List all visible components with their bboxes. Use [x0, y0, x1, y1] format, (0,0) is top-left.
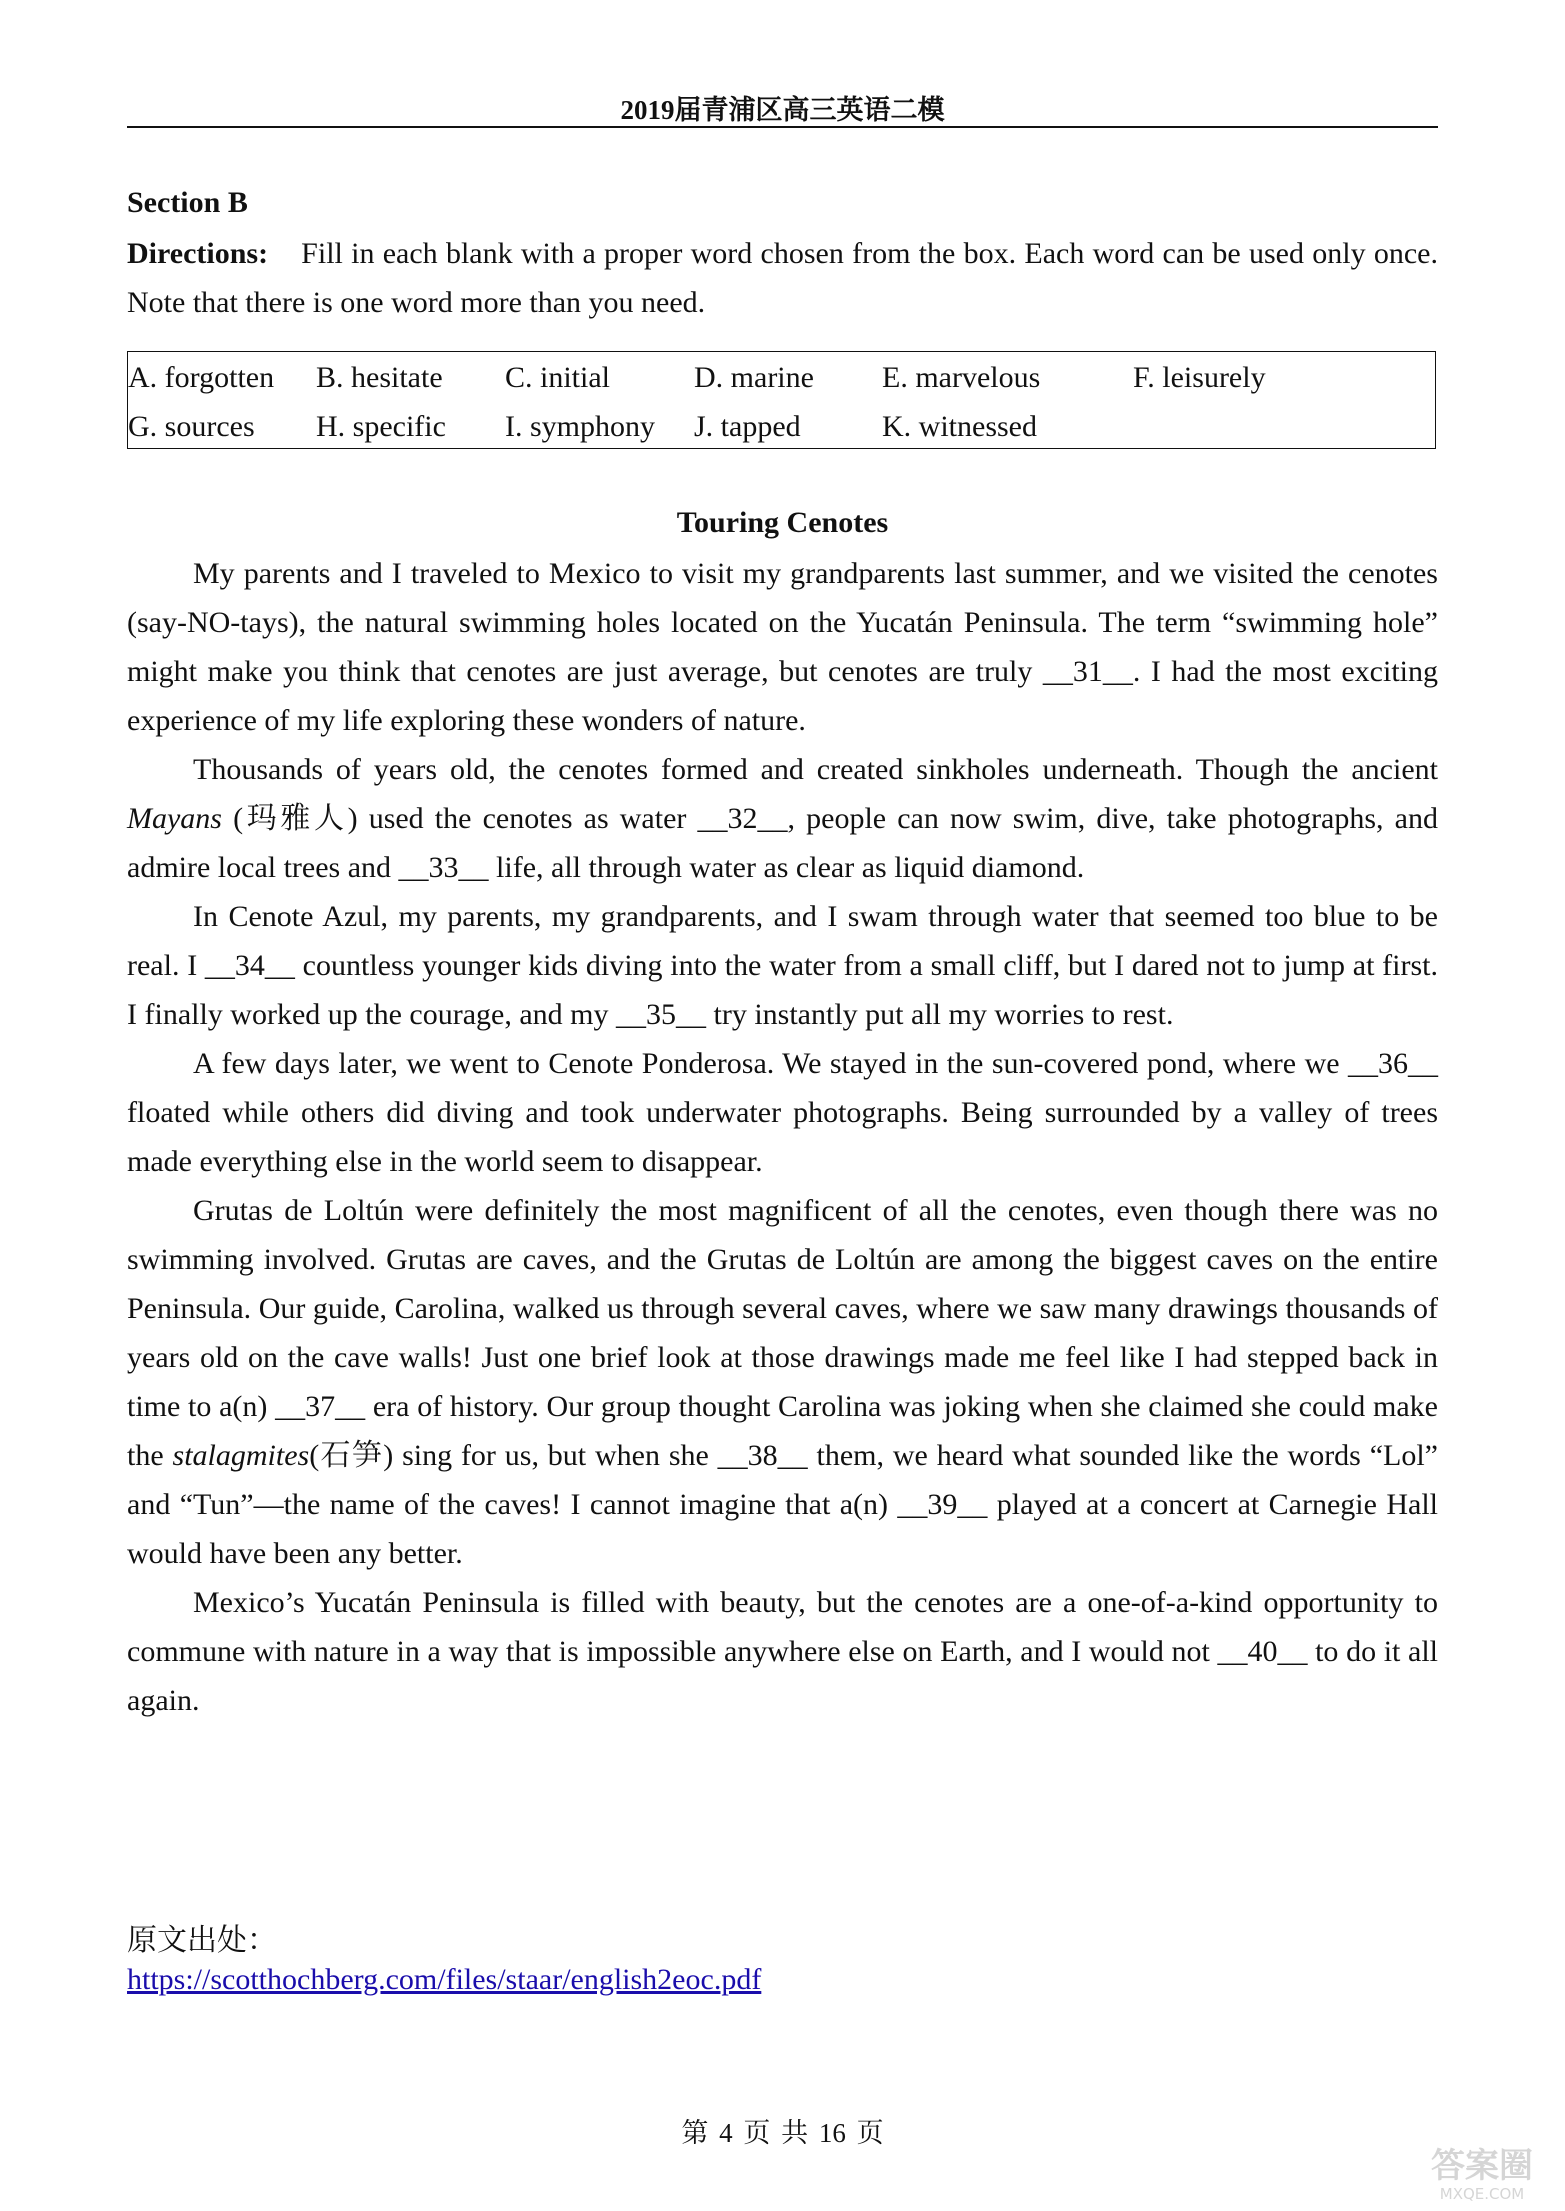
paragraph-text: (石笋) sing for us, but when she __38__ them, we heard what sounded like the words “Lol” and “Tun”—the name of the caves! I cannot imagine that a(n) __39__ played at a concert at Carnegie Hall would have been any better.: [127, 1439, 1438, 1570]
directions-label: Directions:: [127, 237, 269, 270]
word-option: D. marine: [694, 361, 814, 394]
watermark-subtext: MXQE.COM: [1439, 2185, 1525, 2203]
article-paragraph: [127, 1186, 1438, 1578]
word-option: A. forgotten: [128, 361, 275, 394]
watermark-icon: [1407, 2139, 1557, 2205]
section-title: Section B: [127, 186, 248, 219]
word-option: J. tapped: [694, 410, 801, 443]
word-option: F. leisurely: [1133, 361, 1266, 394]
article-paragraph: In Cenote Azul, my parents, my grandparents, and I swam through water that seemed too blue to be real. I __34__ countless younger kids diving into the water from a small cliff, but I dared not to jump at first. I finally worked up the courage, and my __35__ try instantly put all my worries to rest.: [127, 900, 1438, 1031]
article-paragraph: Mexico’s Yucatán Peninsula is filled with beauty, but the cenotes are a one-of-a-kind opportunity to commune with nature in a way that is impossible anywhere else on Earth, and I would not __40__ to do it all again.: [127, 1586, 1438, 1717]
italic-term: Mayans: [127, 802, 222, 835]
header-divider: [127, 126, 1438, 128]
word-option: E. marvelous: [882, 361, 1041, 394]
article-paragraph: [127, 745, 1438, 892]
source-link[interactable]: https://scotthochberg.com/files/staar/english2eoc.pdf: [127, 1963, 762, 1996]
watermark-logo: [1407, 2139, 1557, 2205]
italic-term: stalagmites: [172, 1439, 310, 1472]
watermark-text: 答案圈: [1431, 2146, 1533, 2186]
word-option: H. specific: [316, 410, 446, 443]
directions: [127, 229, 1438, 327]
directions-text: Fill in each blank with a proper word chosen from the box. Each word can be used only once. Note that there is one word more than you need.: [127, 237, 1438, 319]
word-option: I. symphony: [505, 410, 655, 443]
word-option: B. hesitate: [316, 361, 443, 394]
paragraph-text: (玛雅人) used the cenotes as water __32__, people can now swim, dive, take photographs, and admire local trees and __33__ life, all through water as clear as liquid diamond.: [127, 802, 1438, 884]
source-label: 原文出处：: [127, 1924, 277, 1957]
word-option: K. witnessed: [882, 410, 1037, 443]
word-option: G. sources: [128, 410, 255, 443]
article-paragraph: My parents and I traveled to Mexico to visit my grandparents last summer, and we visited the cenotes (say-NO-tays), the natural swimming holes located on the Yucatán Peninsula. The term “swimming hole” might make you think that cenotes are just average, but cenotes are truly __31__. I had the most exciting experience of my life exploring these wonders of nature.: [127, 557, 1438, 737]
paragraph-text: Thousands of years old, the cenotes formed and created sinkholes underneath. Though the ancient: [193, 753, 1438, 786]
word-box: [127, 351, 1436, 449]
article-paragraph: A few days later, we went to Cenote Ponderosa. We stayed in the sun-covered pond, where we __36__ floated while others did diving and took underwater photographs. Being surrounded by a valley of trees made everything else in the world seem to disappear.: [127, 1047, 1438, 1178]
page-footer: 第 4 页 共 16 页: [681, 2118, 884, 2148]
article-body: [127, 549, 1438, 1725]
paragraph-text: Grutas de Loltún were definitely the most magnificent of all the cenotes, even though there was no swimming involved. Grutas are caves, and the Grutas de Loltún are among the biggest caves on the entire Peninsula. Our guide, Carolina, walked us through several caves, where we saw many drawings thousands of years old on the cave walls! Just one brief look at those drawings made me feel like I had stepped back in time to a(n) __37__ era of history. Our group thought Carolina was joking when she claimed she could make the: [127, 1194, 1438, 1472]
article-title: Touring Cenotes: [676, 506, 889, 539]
page-header-title: 2019届青浦区高三英语二模: [620, 95, 945, 125]
word-option: C. initial: [505, 361, 610, 394]
